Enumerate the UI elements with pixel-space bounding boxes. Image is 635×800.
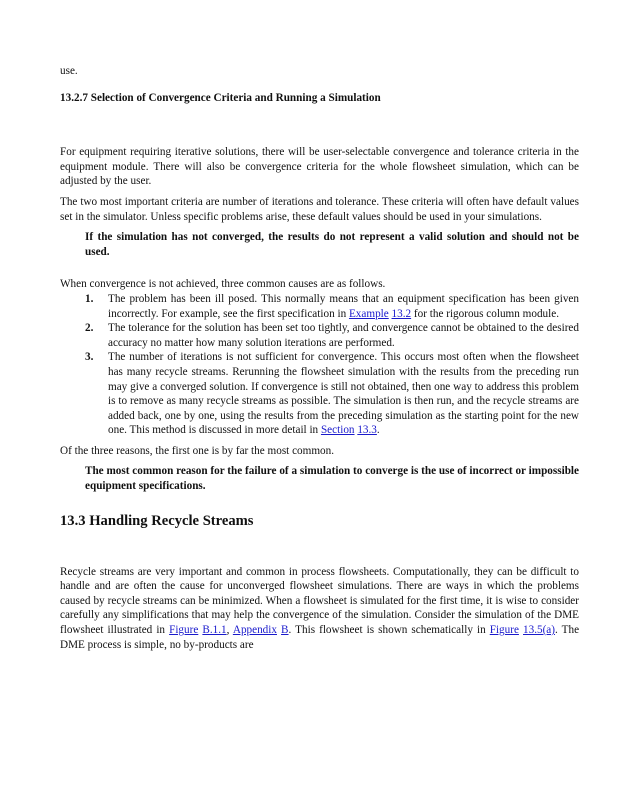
note-failure-reason: The most common reason for the failure of a simulation to converge is the use of incorrect or impossible equipment specifications.: [85, 465, 579, 493]
document-page: [60, 64, 579, 652]
list-item: 3. The number of iterations is not sufficient for convergence. This occurs most often when the flowsheet has many recycle streams. Rerunning the flowsheet simulation with the results from the preceding run may give a converged solution. If convergence is still not obtained, then one way to address this problem is to remove as many recycle streams as possible. The simulation is then run, and the recycle streams are added back, one by one, using the results from the preceding simulation as the starting point for the new one. This method is discussed in more detail in Section 13.3.: [85, 351, 579, 437]
section-heading-13-2-7: 13.2.7 Selection of Convergence Criteria and Running a Simulation: [60, 91, 381, 104]
figure-13-5a-link[interactable]: 13.5(a): [523, 624, 555, 637]
figure-link[interactable]: Figure: [169, 624, 199, 637]
list-item: 2. The tolerance for the solution has been set too tightly, and convergence cannot be obtained to the desired accuracy no matter how many solution iterations are performed.: [85, 322, 579, 349]
list-number: 1.: [85, 292, 94, 305]
note-not-converged: If the simulation has not converged, the results do not represent a valid solution and should not be used.: [85, 231, 579, 258]
causes-list: [60, 292, 579, 438]
section-link[interactable]: Section: [320, 424, 355, 437]
appendix-b-link[interactable]: B: [281, 624, 289, 637]
figure-link-2[interactable]: Figure: [489, 624, 519, 637]
example-link[interactable]: Example: [348, 307, 389, 320]
appendix-link[interactable]: Appendix: [232, 624, 277, 637]
paragraph-recycle-streams: Recycle streams are very important and common in process flowsheets. Computationally, they can be difficult to handle and are often the cause for unconverged flowsheet simulations. There are ways in which the problems caused by recycle streams can be minimized. When a flowsheet is simulated for the first time, it is wise to consider carefully any simplifications that may help the convergence of the simulation. Consider the simulation of the DME flowsheet illustrated in Figure B.1.1, Appendix B. This flowsheet is shown schematically in Figure 13.5(a). The DME process is simple, no by-products are: [60, 565, 580, 651]
paragraph-convergence-criteria: For equipment requiring iterative solutions, there will be user-selectable convergence and tolerance criteria in the equipment module. There will also be convergence criteria for the whole flowsheet simulation, which can be adjusted by the user.: [60, 146, 579, 188]
list-number: 3.: [85, 351, 94, 364]
section-heading-13-3: 13.3 Handling Recycle Streams: [60, 512, 254, 529]
list-item: 1. The problem has been ill posed. This normally means that an equipment specification has been given incorrectly. For example, see the first specification in Example 13.2 for the rigorous column module.: [85, 292, 579, 320]
example-13-2-link[interactable]: 13.2: [391, 307, 412, 320]
paragraph-most-common: Of the three reasons, the first one is by far the most common.: [60, 444, 335, 457]
list-number: 2.: [85, 322, 94, 335]
paragraph-common-causes: When convergence is not achieved, three common causes are as follows.: [60, 278, 386, 291]
section-13-3-link[interactable]: 13.3: [357, 424, 377, 437]
lead-fragment: use.: [60, 65, 78, 77]
paragraph-iterations-tolerance: The two most important criteria are number of iterations and tolerance. These criteria will often have default values set in the simulator. Unless specific problems arise, these default values should be used in your simulations.: [60, 195, 579, 223]
figure-b-1-1-link[interactable]: B.1.1: [202, 624, 227, 637]
